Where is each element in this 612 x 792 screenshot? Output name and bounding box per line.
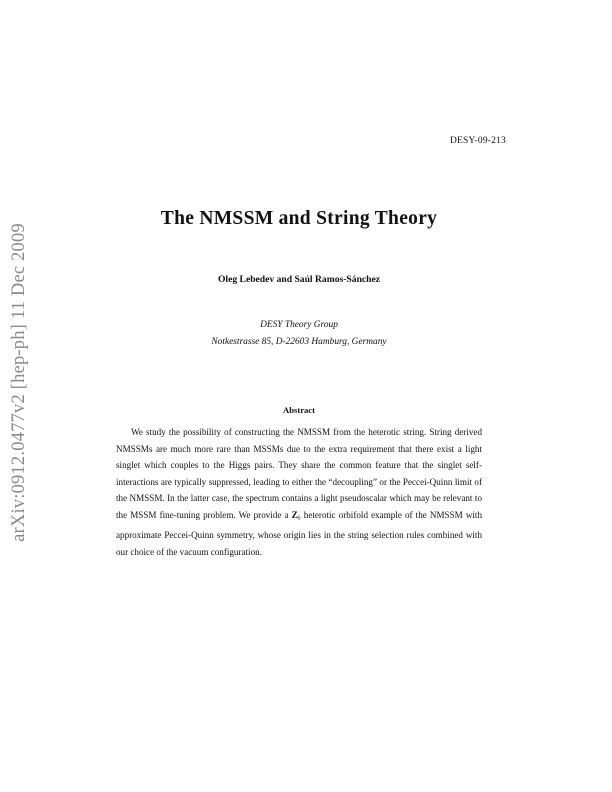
affiliation-group: DESY Theory Group	[260, 320, 338, 330]
author-list: Oleg Lebedev and Saúl Ramos-Sánchez	[217, 274, 381, 285]
arxiv-stamp	[5, 192, 33, 572]
arxiv-identifier: arXiv:0912.0477v2 [hep-ph] 11 Dec 2009	[8, 222, 29, 542]
paper-title: The NMSSM and String Theory	[160, 208, 438, 229]
orbifold-symbol: Z	[291, 509, 298, 520]
abstract-heading: Abstract	[283, 405, 315, 415]
abstract-body	[116, 424, 482, 560]
orbifold-symbol-subscript: 6	[297, 514, 301, 522]
abstract-text-part-1: We study the possibility of constructing the NMSSM from the heterotic string. String derived NMSSMs are much more rare than MSSMs due to the extra requirement that there exist a light singlet which couples to the Higgs pairs. They share the common feature that the singlet self-interactions are typically suppressed, leading to either the “decoupling” or the Peccei-Quinn limit of the NMSSM. In the latter case, the spectrum contains a light pseudoscalar which may be relevant to the MSSM fine-tuning problem. We provide a	[116, 427, 482, 520]
affiliation-address: Notkestrasse 85, D-22603 Hamburg, Germany	[211, 337, 387, 347]
abstract-text-part-2: heterotic orbifold example of the NMSSM with approximate Peccei-Quinn symmetry, whose origin lies in the string selection rules combined with our choice of the vacuum configuration.	[116, 509, 483, 557]
report-number: DESY-09-213	[449, 136, 506, 146]
